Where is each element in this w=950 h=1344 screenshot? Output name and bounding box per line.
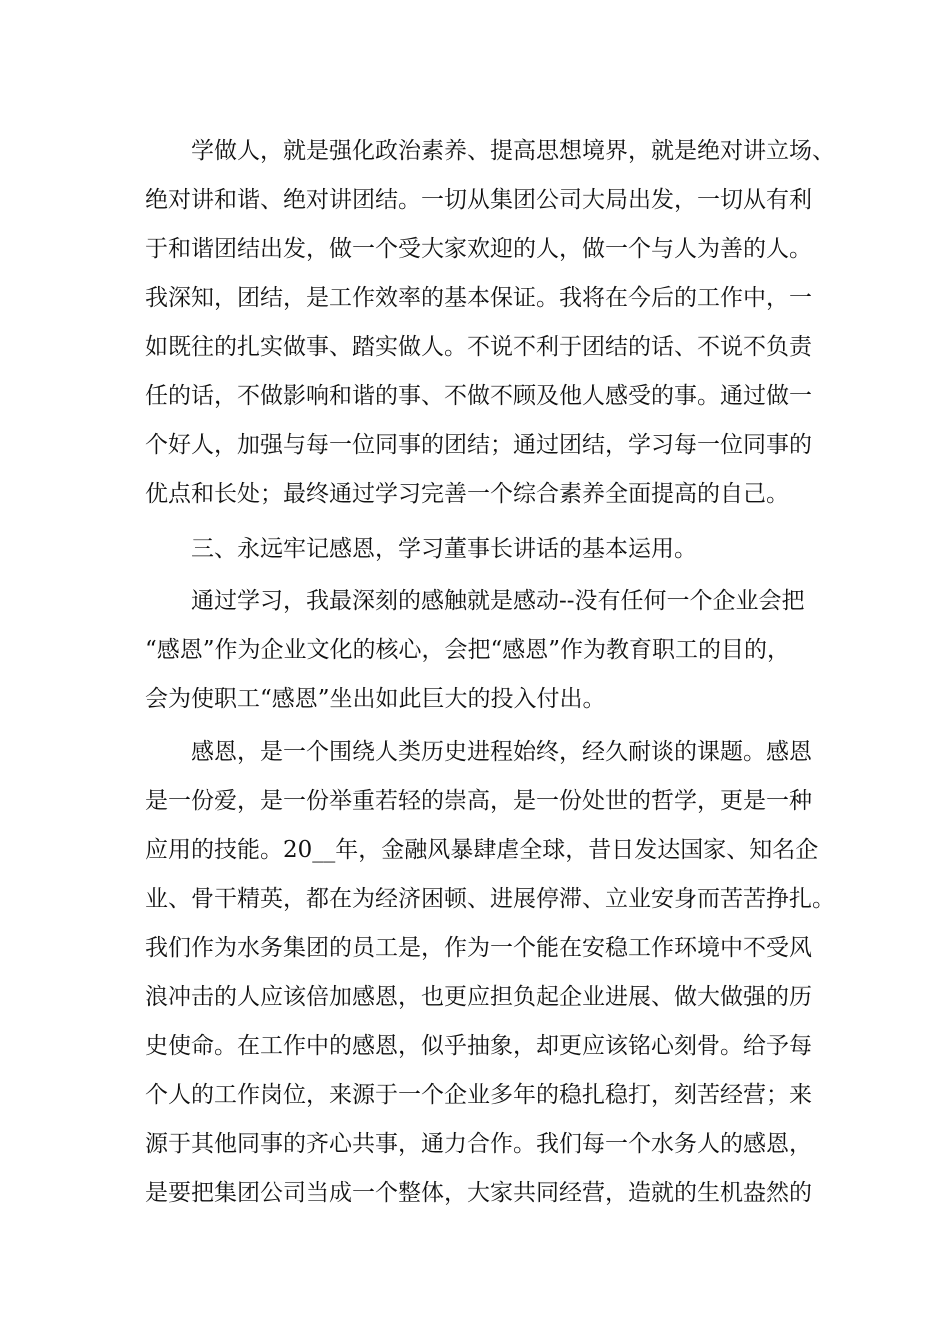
- paragraph-line: 个好人，加强与每一位同事的团结；通过团结，学习每一位同事的: [145, 432, 812, 458]
- paragraph-line: “感恩”作为企业文化的核心，会把“感恩”作为教育职工的目的，: [145, 637, 791, 663]
- paragraph-line: 任的话，不做影响和谐的事、不做不顾及他人感受的事。通过做一: [145, 383, 812, 409]
- paragraph-line: 学做人，就是强化政治素养、提高思想境界，就是绝对讲立场、: [191, 138, 835, 164]
- paragraph-line: 业、骨干精英，都在为经济困顿、进展停滞、立业安身而苦苦挣扎。: [145, 886, 835, 912]
- paragraph-line: 源于其他同事的齐心共事，通力合作。我们每一个水务人的感恩，: [145, 1131, 812, 1157]
- paragraph-line: 我深知，团结，是工作效率的基本保证。我将在今后的工作中，一: [145, 285, 812, 311]
- paragraph-line: 史使命。在工作中的感恩，似乎抽象，却更应该铭心刻骨。给予每: [145, 1033, 812, 1059]
- paragraph-line: 绝对讲和谐、绝对讲团结。一切从集团公司大局出发，一切从有利: [145, 187, 812, 213]
- paragraph-line: 应用的技能。20__年，金融风暴肆虐全球，昔日发达国家、知名企: [145, 837, 819, 863]
- paragraph-line: 感恩，是一个围绕人类历史进程始终，经久耐谈的课题。感恩: [191, 739, 812, 765]
- paragraph-line: 是要把集团公司当成一个整体，大家共同经营，造就的生机盎然的: [145, 1180, 812, 1206]
- paragraph-line: 是一份爱，是一份举重若轻的崇高，是一份处世的哲学，更是一种: [145, 788, 812, 814]
- section-heading: 三、永远牢记感恩，学习董事长讲话的基本运用。: [191, 536, 697, 562]
- paragraph-line: 优点和长处；最终通过学习完善一个综合素养全面提高的自己。: [145, 481, 789, 507]
- paragraph-line: 如既往的扎实做事、踏实做人。不说不利于团结的话、不说不负责: [145, 334, 812, 360]
- paragraph-line: 个人的工作岗位，来源于一个企业多年的稳扎稳打，刻苦经营；来: [145, 1082, 812, 1108]
- paragraph-line: 浪冲击的人应该倍加感恩，也更应担负起企业进展、做大做强的历: [145, 984, 812, 1010]
- paragraph-line: 会为使职工“感恩”坐出如此巨大的投入付出。: [145, 686, 606, 712]
- paragraph-line: 我们作为水务集团的员工是，作为一个能在安稳工作环境中不受风: [145, 935, 812, 961]
- paragraph-line: 通过学习，我最深刻的感触就是感动--没有任何一个企业会把: [191, 588, 805, 614]
- paragraph-line: 于和谐团结出发，做一个受大家欢迎的人，做一个与人为善的人。: [145, 236, 812, 262]
